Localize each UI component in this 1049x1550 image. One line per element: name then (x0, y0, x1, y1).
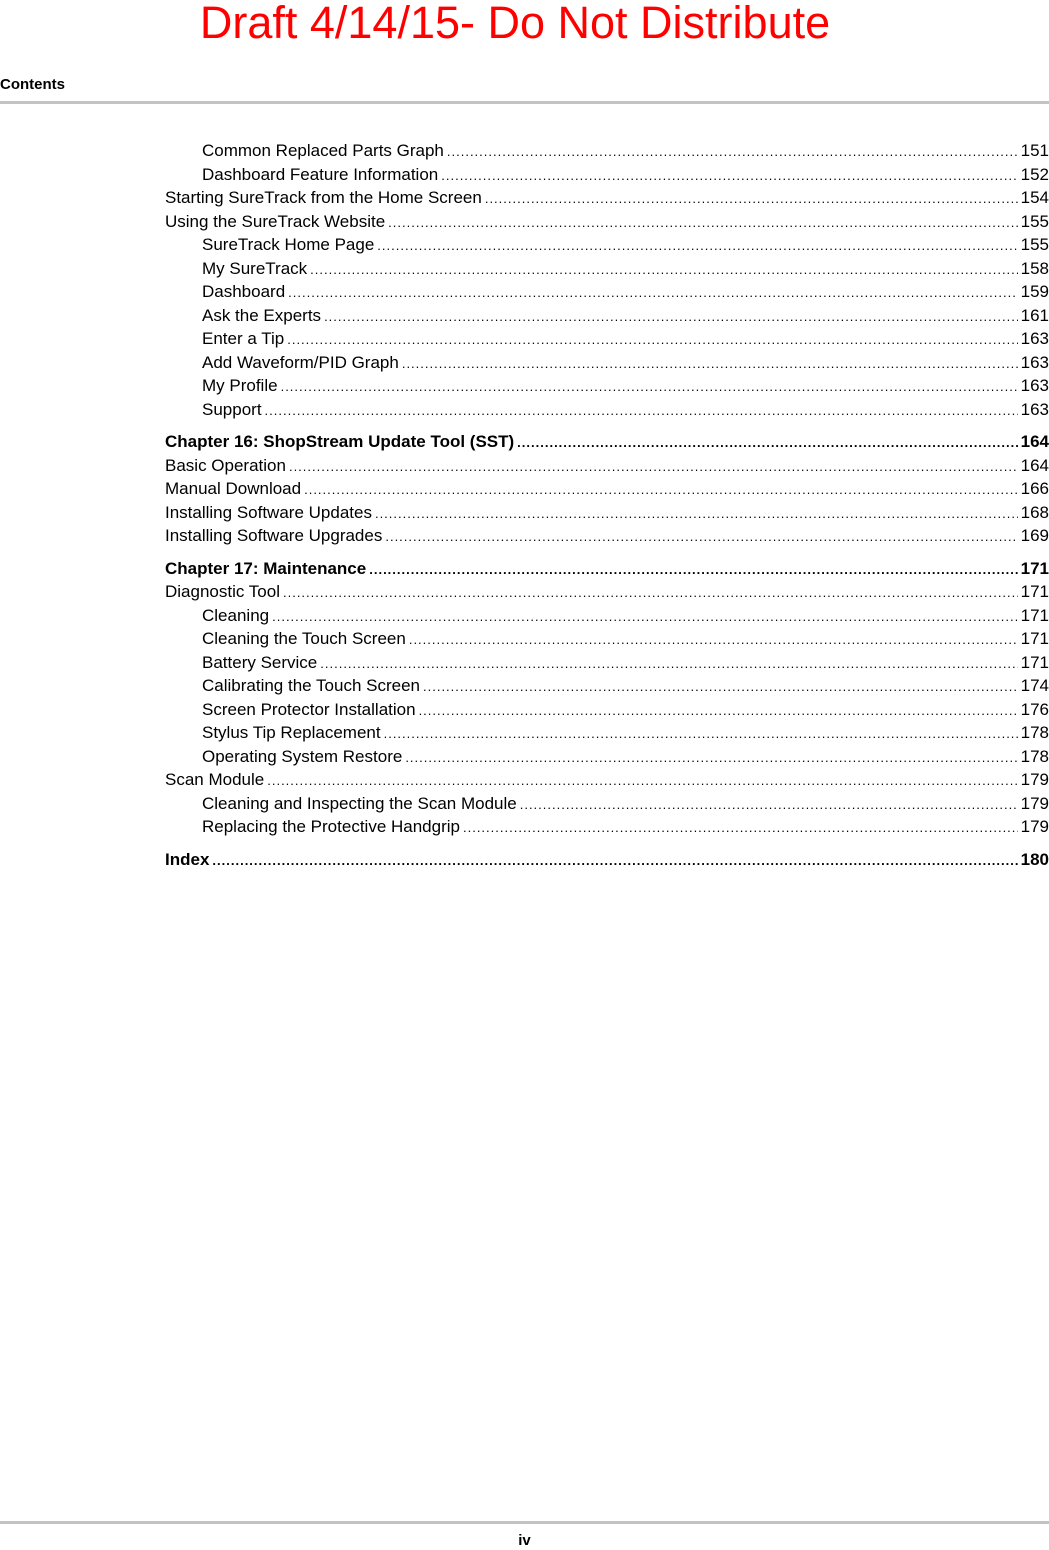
dot-leader (517, 431, 1017, 455)
toc-entry[interactable] (165, 792, 1049, 816)
dot-leader (423, 675, 1018, 699)
toc-entry-page: 166 (1020, 479, 1049, 498)
dot-leader (288, 281, 1017, 305)
toc-entry-page: 179 (1020, 817, 1049, 836)
dot-leader (402, 352, 1018, 376)
toc-entry[interactable] (165, 604, 1049, 628)
toc-entry[interactable] (165, 768, 1049, 792)
dot-leader (283, 581, 1018, 605)
dot-leader (384, 722, 1018, 746)
toc-entry-page: 159 (1020, 282, 1049, 301)
toc-entry-title: Enter a Tip (202, 329, 285, 348)
toc-entry-page: 151 (1020, 141, 1049, 160)
toc-entry-title: Index (165, 849, 210, 869)
toc-entry-title: Using the SureTrack Website (165, 211, 386, 231)
dot-leader (377, 234, 1017, 258)
toc-entry-title: Calibrating the Touch Screen (202, 676, 420, 695)
toc-entry-page: 179 (1020, 793, 1049, 813)
page-number: iv (518, 1532, 531, 1549)
dot-leader (289, 455, 1018, 479)
toc-entry[interactable] (165, 374, 1049, 398)
toc-entry-page: 176 (1020, 699, 1049, 719)
table-of-contents (165, 139, 1049, 871)
dot-leader (265, 399, 1018, 423)
toc-entry-title: Cleaning the Touch Screen (202, 629, 406, 648)
dot-leader (419, 699, 1018, 723)
toc-entry[interactable] (165, 721, 1049, 745)
toc-entry[interactable] (165, 454, 1049, 478)
toc-entry[interactable] (165, 557, 1049, 581)
toc-entry[interactable] (165, 327, 1049, 351)
dot-leader (388, 211, 1017, 235)
toc-entry-title: Replacing the Protective Handgrip (202, 817, 460, 836)
toc-entry-title: Support (202, 399, 262, 419)
dot-leader (320, 652, 1017, 676)
toc-entry-page: 155 (1020, 235, 1049, 254)
draft-watermark: Draft 4/14/15- Do Not Distribute (199, 0, 831, 48)
toc-entry-title: Add Waveform/PID Graph (202, 352, 399, 372)
toc-entry-page: 178 (1020, 723, 1049, 742)
toc-entry-page: 171 (1020, 582, 1049, 601)
toc-entry-title: Ask the Experts (202, 305, 322, 325)
footer-rule (0, 1521, 1049, 1524)
toc-entry-title: SureTrack Home Page (202, 235, 375, 254)
toc-entry[interactable] (165, 304, 1049, 328)
toc-entry[interactable] (165, 651, 1049, 675)
toc-entry-title: Starting SureTrack from the Home Screen (165, 188, 482, 207)
toc-entry[interactable] (165, 698, 1049, 722)
dot-leader (375, 502, 1018, 526)
toc-entry-title: Common Replaced Parts Graph (202, 141, 444, 160)
dot-leader (287, 328, 1017, 352)
toc-entry-page: 169 (1020, 526, 1049, 545)
dot-leader (447, 140, 1018, 164)
toc-entry[interactable] (165, 745, 1049, 769)
toc-entry-page: 178 (1020, 746, 1049, 766)
dot-leader (272, 605, 1018, 629)
dot-leader (405, 746, 1017, 770)
toc-entry-page: 164 (1020, 432, 1049, 451)
dot-leader (463, 816, 1018, 840)
toc-entry-title: My SureTrack (202, 258, 308, 278)
toc-entry[interactable] (165, 848, 1049, 872)
toc-entry[interactable] (165, 430, 1049, 454)
toc-entry-title: Battery Service (202, 652, 318, 672)
toc-entry[interactable] (165, 210, 1049, 234)
toc-entry-page: 163 (1020, 376, 1049, 395)
toc-entry[interactable] (165, 233, 1049, 257)
toc-entry-page: 152 (1020, 164, 1049, 184)
toc-entry-page: 154 (1020, 188, 1049, 207)
toc-entry-title: Cleaning and Inspecting the Scan Module (202, 793, 517, 813)
toc-entry[interactable] (165, 280, 1049, 304)
toc-entry[interactable] (165, 524, 1049, 548)
dot-leader (324, 305, 1018, 329)
toc-entry-page: 168 (1020, 502, 1049, 522)
toc-entry-page: 174 (1020, 676, 1049, 695)
toc-entry-title: Chapter 16: ShopStream Update Tool (SST) (165, 432, 515, 451)
dot-leader (267, 769, 1017, 793)
toc-entry[interactable] (165, 477, 1049, 501)
toc-entry[interactable] (165, 398, 1049, 422)
toc-entry[interactable] (165, 186, 1049, 210)
toc-entry[interactable] (165, 501, 1049, 525)
toc-entry-page: 171 (1020, 605, 1049, 625)
toc-entry-title: Dashboard (202, 282, 286, 301)
dot-leader (369, 558, 1017, 582)
toc-entry-title: Cleaning (202, 605, 270, 625)
dot-leader (485, 187, 1018, 211)
toc-entry-title: My Profile (202, 376, 278, 395)
toc-entry-title: Scan Module (165, 770, 265, 789)
toc-entry[interactable] (165, 580, 1049, 604)
toc-entry-title: Basic Operation (165, 455, 286, 475)
toc-entry[interactable] (165, 351, 1049, 375)
toc-entry-title: Chapter 17: Maintenance (165, 558, 367, 578)
dot-leader (281, 375, 1018, 399)
dot-leader (385, 525, 1017, 549)
toc-entry[interactable] (165, 139, 1049, 163)
dot-leader (520, 793, 1018, 817)
dot-leader (310, 258, 1017, 282)
toc-entry-title: Stylus Tip Replacement (202, 723, 381, 742)
toc-entry-page: 155 (1020, 211, 1049, 231)
toc-entry[interactable] (165, 163, 1049, 187)
toc-entry-page: 163 (1020, 329, 1049, 348)
toc-entry-title: Manual Download (165, 479, 302, 498)
dot-leader (304, 478, 1018, 502)
toc-entry-title: Installing Software Updates (165, 502, 372, 522)
toc-entry-title: Operating System Restore (202, 746, 403, 766)
toc-entry-title: Installing Software Upgrades (165, 526, 383, 545)
header-rule (0, 101, 1049, 104)
dot-leader (409, 628, 1018, 652)
toc-entry[interactable] (165, 257, 1049, 281)
toc-entry-page: 179 (1020, 770, 1049, 789)
running-header: Contents (0, 76, 65, 93)
dot-leader (212, 849, 1017, 873)
toc-entry-page: 171 (1020, 558, 1049, 578)
dot-leader (441, 164, 1017, 188)
toc-entry-page: 180 (1020, 849, 1049, 869)
toc-entry-page: 171 (1020, 652, 1049, 672)
toc-entry[interactable] (165, 674, 1049, 698)
toc-entry-title: Diagnostic Tool (165, 582, 280, 601)
toc-entry-page: 161 (1020, 305, 1049, 325)
toc-entry-page: 163 (1020, 399, 1049, 419)
toc-entry-page: 163 (1020, 352, 1049, 372)
toc-entry-title: Dashboard Feature Information (202, 164, 439, 184)
toc-entry-page: 164 (1020, 455, 1049, 475)
toc-entry-title: Screen Protector Installation (202, 699, 416, 719)
toc-entry-page: 171 (1020, 629, 1049, 648)
toc-entry-page: 158 (1020, 258, 1049, 278)
toc-entry[interactable] (165, 627, 1049, 651)
toc-entry[interactable] (165, 815, 1049, 839)
